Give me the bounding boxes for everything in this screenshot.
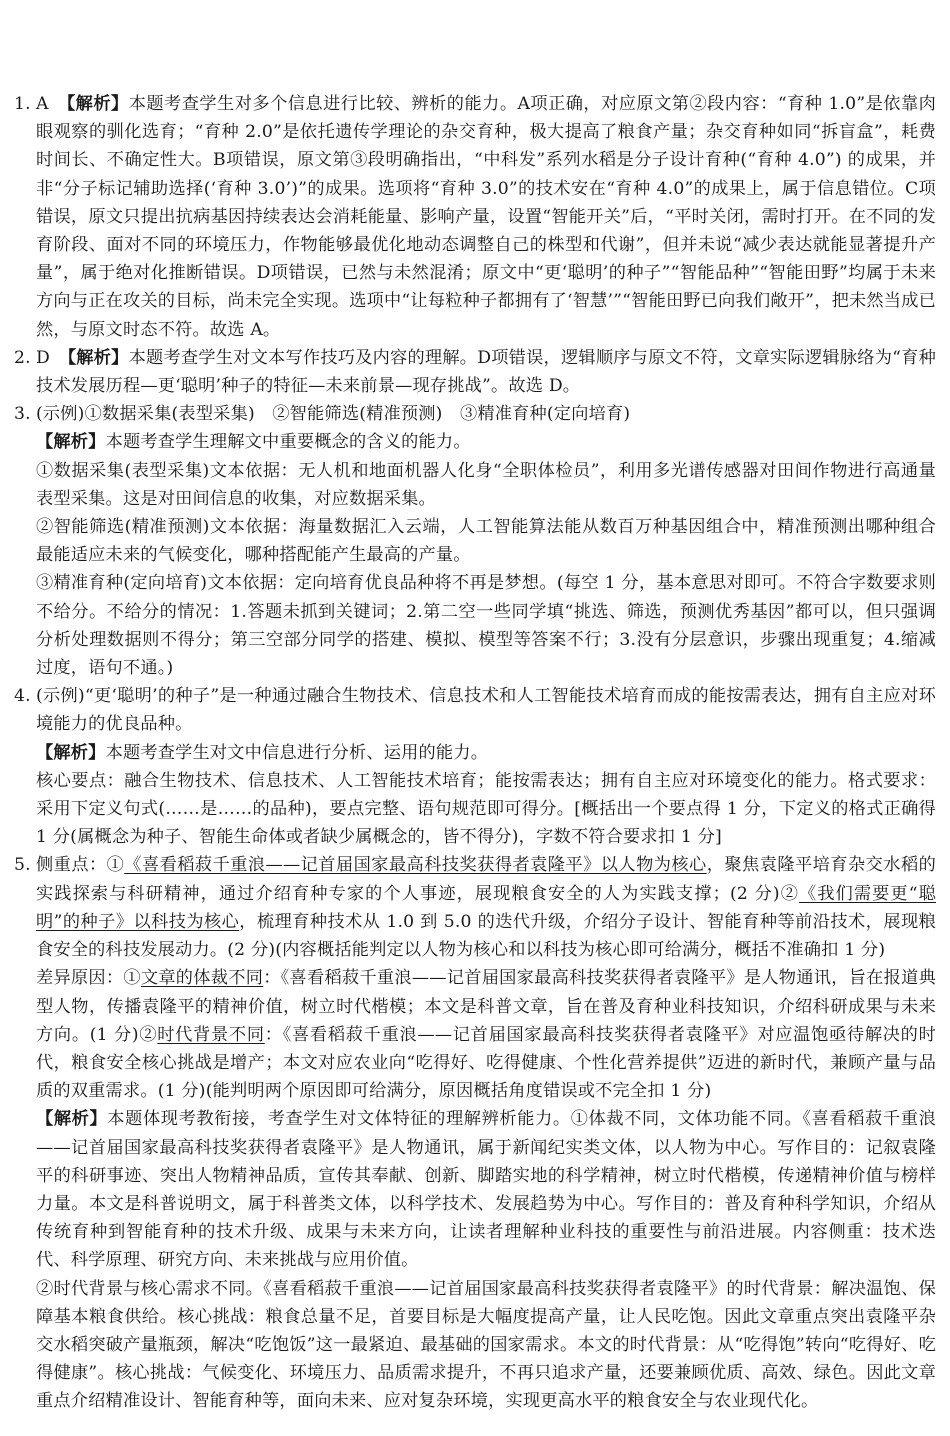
item-body <box>36 851 936 1415</box>
analysis-point-2: ②智能筛选(精准预测)文本依据：海量数据汇入云端，人工智能算法能从数百万种基因组合中，精准预测出哪种组合最能适应未来的气候变化，哪种搭配能产生最高的产量。 <box>36 517 936 566</box>
analysis-text: 本题体现考教衔接，考查学生对文体特征的理解辨析能力。①体裁不同，文体功能不同。《喜看稻菽千重浪——记首届国家最高科技奖获得者袁隆平》是人物通讯，属于新闻纪实类文体，以人物为中心。写作目的：记叙袁隆平的科研事迹、突出人物精神品质，宣传其奉献、创新、脚踏实地的科学精神，树立时代楷模，传递精神价值与榜样力量。本文是科普说明文，属于科普类文体，以科学技术、发展趋势为中心。写作目的：普及育种科学知识，介绍从传统育种到智能育种的技术升级、成果与未来方向，让读者理解种业科技的重要性与前沿进展。内容侧重：技术迭代、科学原理、研究方向、未来挑战与应用价值。 <box>36 1109 936 1271</box>
analysis-tag: 【解析】 <box>67 347 129 368</box>
analysis-paragraph <box>36 428 936 456</box>
analysis-text: 本题考查学生对多个信息进行比较、辨析的能力。A项正确，对应原文第②段内容：“育种 1.0”是依靠肉眼观察的驯化选育；“育种 2.0”是依托遗传学理论的杂交育种，极大提高了粮食产量；杂交育种如同“拆盲盒”，耗费时间长、不确定性大。B项错误，原文第③段明确指出，“中科发”系列水稻是分子设计育种(“育种 4.0”) 的成果，并非“分子标记辅助选择(‘育种 3.0’)”的成果。选项将“育种 3.0”的技术安在“育种 4.0”的成果上，属于信息错位。C项错误，原文只提出抗病基因持续表达会消耗能量、影响产量，设置“智能开关”后，“平时关闭，需时打开。在不同的发育阶段、面对不同的环境压力，作物能够最优化地动态调整自己的株型和代谢”，但并未说“减少表达就能显著提升产量”，属于绝对化推断错误。D项错误，已然与未然混淆；原文中“更‘聪明’的种子”“智能品种”“智能田野”均属于未来方向与正在攻关的目标，尚未完全实现。选项中“让每粒种子都拥有了‘智慧’”“智能田野已向我们敞开”，把未然当成已然，与原文时态不符。故选 A。 <box>36 94 936 340</box>
analysis-tag: 【解析】 <box>36 742 106 763</box>
answer-text: (示例)①数据采集(表型采集) ②智能筛选(精准预测) ③精准育种(定向培育) <box>36 404 631 425</box>
analysis-point-2: ②时代背景与核心需求不同。《喜看稻菽千重浪——记首届国家最高科技奖获得者袁隆平》的时代背景：解决温饱、保障基本粮食供给。核心挑战：粮食总量不足，首要目标是大幅度提高产量，让人民吃饱。因此文章重点突出袁隆平杂交水稻突破产量瓶颈，解决“吃饱饭”这一最紧迫、最基础的国家需求。本文的时代背景：从“吃得饱”转向“吃得好、吃得健康”。核心挑战：气候变化、环境压力、品质需求提升，不再只追求产量，还要兼顾优质、高效、绿色。因此文章重点介绍精准设计、智能育种等，面向未来、应对复杂环境，实现更高水平的粮食安全与农业现代化。 <box>36 1278 936 1412</box>
analysis-text: 本题考查学生理解文中重要概念的含义的能力。 <box>105 432 471 453</box>
item-body <box>36 400 936 682</box>
reason-lead: 差异原因：① <box>36 968 141 989</box>
answer-item-5 <box>14 851 936 1415</box>
reason-underline-1: 文章的体裁不同 <box>140 968 264 989</box>
analysis-paragraph <box>36 739 936 767</box>
analysis-point-1: 核心要点：融合生物技术、信息技术、人工智能技术培育；能按需表达；拥有自主应对环境变化的能力。格式要求：采用下定义句式(……是……的品种)，要点完整、语句规范即可得分。[概括出一个要点得 1 分，下定义的格式正确得 1 分(属概念为种子、智能生命体或者缺少属概念的，皆不得分)，字数不符合要求扣 1 分] <box>36 770 936 848</box>
focus-lead: 侧重点：① <box>36 855 125 876</box>
item-body <box>36 682 936 851</box>
item-number: 2. <box>14 347 31 368</box>
item-number: 3. <box>14 404 31 425</box>
item-number: 5. <box>14 855 31 876</box>
reason-underline-2: 时代背景不同 <box>157 1024 265 1045</box>
item-body <box>36 90 936 344</box>
reason-paragraph <box>36 964 936 1105</box>
focus-middle: ，聚焦袁隆平培育杂交水稻的实践探索与科研精神，通过介绍育种专家的个人事迹，展现粮食安全的人为实践支撑；(2 分)② <box>36 855 936 904</box>
item-number: 1. <box>14 94 31 114</box>
answer-text: (示例)“更‘聪明’的种子”是一种通过融合生物技术、信息技术和人工智能技术培育而成的能按需表达，拥有自主应对环境能力的优良品种。 <box>36 686 936 735</box>
answer-item-2 <box>14 344 936 400</box>
analysis-text: 本题考查学生对文本写作技巧及内容的理解。D项错误，逻辑顺序与原文不符，文章实际逻辑脉络为“育种技术发展历程—更‘聪明’种子的特征—未来前景—现存挑战”。故选 D。 <box>36 347 936 397</box>
item-number: 4. <box>14 686 31 707</box>
focus-underline-1: 《喜看稻菽千重浪——记首届国家最高科技奖获得者袁隆平》以人物为核心 <box>124 855 707 876</box>
analysis-text: 本题考查学生对文中信息进行分析、运用的能力。 <box>105 742 489 763</box>
analysis-point-3: ③精准育种(定向培育)文本依据：定向培育优良品种将不再是梦想。(每空 1 分，基本意思对即可。不符合字数要求则不给分。不给分的情况：1.答题未抓到关键词；2.第二空一些同学填“挑选、筛选，预测优秀基因”都可以，但只强调分析处理数据则不得分；第三空部分同学的搭建、模拟、模型等答案不行；3.没有分层意识，步骤出现重复；4.缩减过度，语句不通。) <box>36 573 936 679</box>
answer-choice: D <box>36 347 50 368</box>
reason-middle: ：《喜看稻菽千重浪——记首届国家最高科技奖获得者袁隆平》是人物通讯，旨在报道典型人物，传播袁隆平的精神价值，树立时代楷模；本文是科普文章，旨在普及育种业科技知识，介绍科研成果与未来方向。(1 分)② <box>36 968 936 1045</box>
focus-tail: ，梳理育种技术从 1.0 到 5.0 的迭代升级，介绍分子设计、智能育种等前沿技术，展现粮食安全的科技发展动力。(2 分)(内容概括能判定以人物为核心和以科技为核心即可给满分，概括不准确扣 1 分) <box>36 911 936 961</box>
analysis-tag: 【解析】 <box>36 1109 108 1130</box>
analysis-point-1: ①数据采集(表型采集)文本依据：无人机和地面机器人化身“全职体检员”，利用多光谱传感器对田间作物进行高通量表型采集。这是对田间信息的收集，对应数据采集。 <box>36 460 936 509</box>
answer-choice: A <box>36 94 49 114</box>
analysis-tag: 【解析】 <box>66 94 129 114</box>
answer-item-4 <box>14 682 936 851</box>
focus-underline-2: 《我们需要更“聪明”的种子》以科技为核心 <box>36 883 936 932</box>
answer-paragraph <box>36 344 936 400</box>
analysis-tag: 【解析】 <box>36 432 106 453</box>
answer-item-3 <box>14 400 936 682</box>
reason-tail: ：《喜看稻菽千重浪——记首届国家最高科技奖获得者袁隆平》对应温饱亟待解决的时代，粮食安全核心挑战是增产；本文对应农业向“吃得好、吃得健康、个性化营养提供”迈进的新时代，兼顾产量与品质的双重需求。(1 分)(能判明两个原因即可给满分，原因概括角度错误或不完全扣 1 分) <box>36 1024 936 1102</box>
answer-item-1 <box>14 90 936 344</box>
analysis-paragraph <box>36 1105 936 1274</box>
focus-paragraph <box>36 851 936 964</box>
item-body <box>36 344 936 400</box>
answer-paragraph <box>36 90 936 344</box>
answer-content <box>14 90 936 1416</box>
